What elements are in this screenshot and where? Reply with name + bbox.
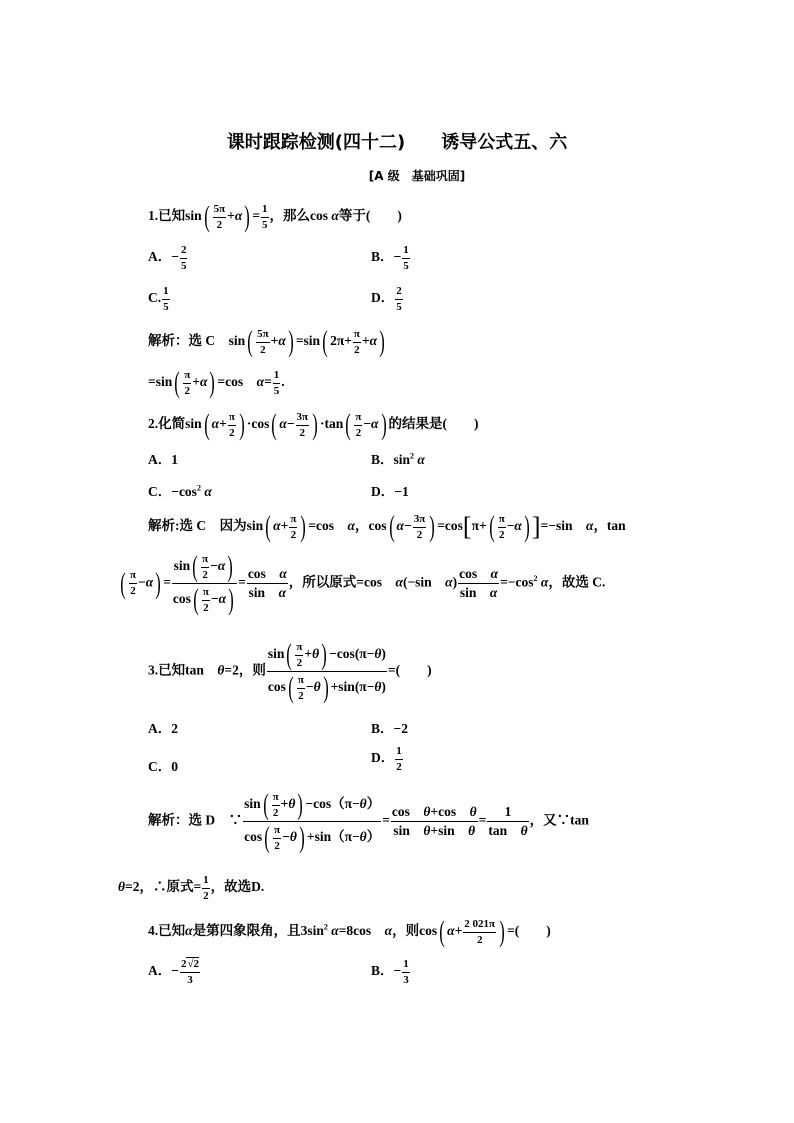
analysis-label: 解析： <box>148 333 189 349</box>
question-2-analysis: 解析:选 C 因为sin( α+ $\frac{\pi}{2}$ ) =cos α，cos( α− $\frac{3\pi}{2}$ ) =cos[π+( $\frac{\pi}{2}$ −α)]=−sin α，tan <box>148 510 626 543</box>
question-3-option-b: B．−2 <box>371 721 408 736</box>
analysis-label: 解析： <box>148 812 189 828</box>
question-4-option-a: A．− $\frac{2√2}{3}$ <box>148 958 199 986</box>
question-1-analysis-line2: =sin( $\frac{\pi}{2}$ +α) =cos α= $\frac{1}{5}$ . <box>148 366 285 399</box>
question-2-option-d: D．−1 <box>371 484 409 499</box>
question-4-option-b: B．− $\frac{1}{3}$ <box>371 958 409 986</box>
question-1-option-a: A．− $\frac{2}{5}$ <box>148 244 187 272</box>
analysis-label: 解析: <box>148 518 180 534</box>
question-3-option-d: D． $\frac{1}{2}$ <box>371 745 402 773</box>
page-title <box>0 128 794 154</box>
answer-choice: 选 C <box>179 518 207 534</box>
level-heading: [A 级 基础巩固] <box>368 169 466 183</box>
question-2-option-c: C．$-\cos^2$ α <box>148 483 212 499</box>
question-2-option-a: A．1 <box>148 452 178 467</box>
question-3-option-a: A．2 <box>148 721 178 736</box>
question-1-option-d: D． $\frac{2}{5}$ <box>371 285 402 313</box>
question-4-stem: 4.已知α是第四象限角，且$3\sin^2$ α=8cos α，则cos( α+ $\frac{2 021\pi}{2}$ ) =( ) <box>148 915 551 948</box>
question-2-option-b: B．$\sin^2 \alpha$ <box>371 451 425 467</box>
question-3-stem: 3.已知tan θ=2，则 sin( $\frac{\pi}{2}$ +θ) −cos(π−θ) cos( $\frac{\pi}{2}$ −θ) +sin(π−θ) =( ) <box>148 638 432 704</box>
question-2-stem: 2.化简sin( α+ $\frac{\pi}{2}$ ) ·cos( α− $\frac{3\pi}{2}$ ) ·tan( $\frac{\pi}{2}$ −α) 的结果是( ) <box>148 408 479 441</box>
question-3-analysis: 解析：选 D ∵ sin( $\frac{\pi}{2}$ +θ) −cos（π−θ） cos( $\frac{\pi}{2}$ −θ) +sin（π−θ） = $\frac{\text{cos θ+cos θ}}{\text{sin θ+sin θ}}$ = $\frac{1}{\text{tan θ}}$ ，又∵tan <box>148 788 589 854</box>
answer-choice: 选 D <box>188 812 216 828</box>
question-1-option-c: C. $\frac{1}{5}$ <box>148 285 169 313</box>
answer-choice: 选 C <box>188 333 216 349</box>
question-1-analysis: 解析：选 C sin( $\frac{5\pi}{2}$ +α) =sin( 2π+ $\frac{\pi}{2}$ +α) <box>148 325 385 358</box>
question-3-option-c: C．0 <box>148 759 178 774</box>
title-main: 课时跟踪检测(四十二) <box>226 132 406 153</box>
question-3-analysis-line2: θ=2，∴原式= $\frac{1}{2}$ ，故选D. <box>118 874 265 902</box>
title-topic: 诱导公式五、六 <box>441 132 568 153</box>
question-1-stem: 1.已知sin( $\frac{5\pi}{2}$ +α) = $\frac{1}{5}$ ，那么cos α等于( ) <box>148 200 402 233</box>
question-1-option-b: B．− $\frac{1}{5}$ <box>371 244 409 272</box>
question-2-analysis-line2: ( $\frac{\pi}{2}$ −α) = sin( $\frac{\pi}{2}$ −α) cos( $\frac{\pi}{2}$ −α) = $\frac{\text{cos α}}{\text{sin α}}$ ，所以原式=cos α(−sin α) $\frac{\text{cos α}}{\text{sin α}}$ $=-\cos^2$ α，故选 C. <box>120 550 606 616</box>
